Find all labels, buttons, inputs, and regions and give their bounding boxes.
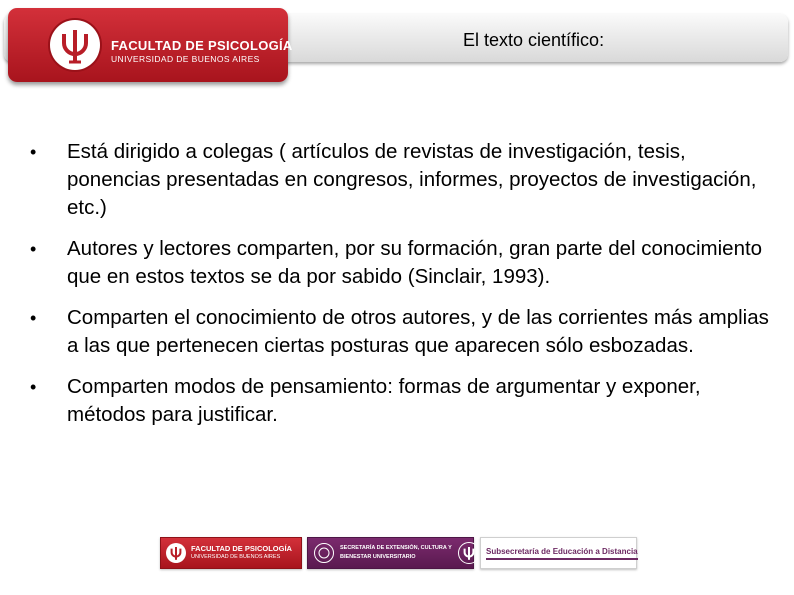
bullet-marker: •	[30, 308, 37, 328]
bullet-item	[30, 373, 775, 429]
footer-logo1-line2: UNIVERSIDAD DE BUENOS AIRES	[191, 554, 281, 560]
logo-university-name: UNIVERSIDAD DE BUENOS AIRES	[111, 54, 260, 64]
psi-logo-icon	[166, 543, 186, 563]
logo-faculty-name: FACULTAD DE PSICOLOGÍA	[111, 38, 293, 53]
footer-logo2-line2: BIENESTAR UNIVERSITARIO	[340, 554, 416, 560]
bullet-text: Autores y lectores comparten, por su formación, gran parte del conocimiento que en estos textos se da por sabido (Sinclair, 1993).	[67, 237, 763, 288]
bullet-text: Comparten modos de pensamiento: formas de argumentar y exponer, métodos para justificar.	[67, 375, 701, 426]
psi-logo-icon	[458, 542, 480, 564]
bullet-marker: •	[30, 377, 37, 397]
footer-logo2-line1: SECRETARÍA DE EXTENSIÓN, CULTURA Y	[340, 545, 452, 551]
footer-logo3-text: Subsecretaría de Educación a Distancia	[486, 547, 638, 560]
bullet-marker: •	[30, 142, 37, 162]
footer-logo1-line1: FACULTAD DE PSICOLOGÍA	[191, 544, 292, 553]
faculty-logo	[8, 8, 293, 82]
bullet-item	[30, 235, 775, 291]
footer-extension-logo	[307, 537, 474, 569]
bullet-text: Comparten el conocimiento de otros autores, y de las corrientes más amplias a las que pertenecen ciertas posturas que aparecen sólo esbozadas.	[67, 306, 769, 357]
seal-icon	[314, 543, 334, 563]
slide-title: El texto científico:	[463, 30, 605, 50]
psi-logo-icon	[50, 20, 100, 70]
bullet-item	[30, 304, 775, 360]
bullet-text: Está dirigido a colegas ( artículos de revistas de investigación, tesis, ponencias presentadas en congresos, informes, proyectos de investigación, etc.)	[67, 140, 757, 219]
footer-faculty-logo	[160, 537, 302, 569]
bullet-item	[30, 138, 775, 222]
footer-distance-education-logo	[480, 537, 637, 569]
bullet-list	[30, 138, 775, 442]
bullet-marker: •	[30, 239, 37, 259]
